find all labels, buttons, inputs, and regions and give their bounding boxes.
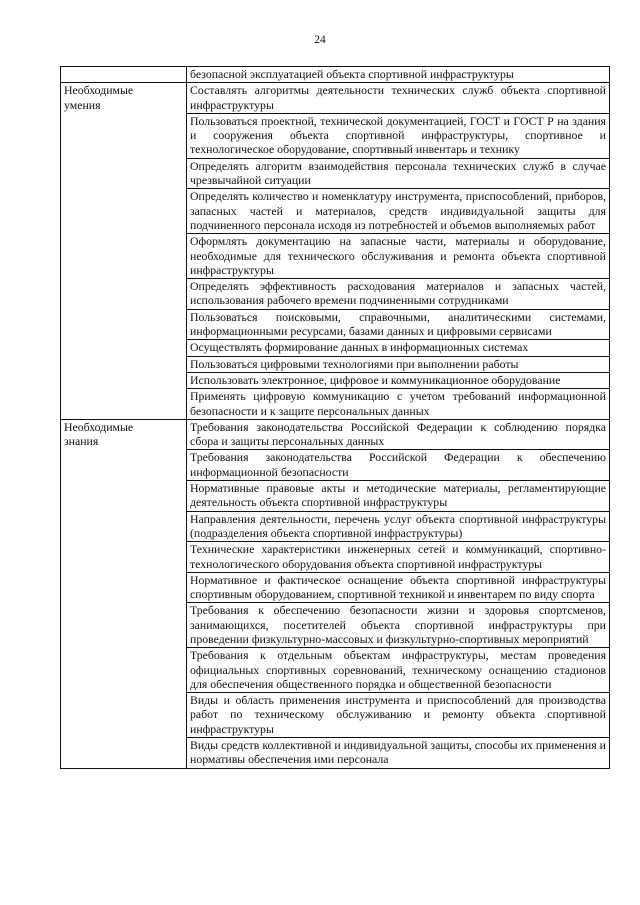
table-row — [61, 419, 610, 450]
requirement-item: Пользоваться цифровыми технологиями при выполнении работы — [187, 356, 610, 372]
requirement-item: Направления деятельности, перечень услуг объекта спортивной инфраструктуры (подразделения объекта спортивной инфраструктуры) — [187, 511, 610, 542]
section-label: Необходимые знания — [64, 419, 134, 449]
requirement-item: Требования законодательства Российской Федерации к обеспечению информационной безопасности — [187, 450, 610, 481]
requirement-item: Определять эффективность расходования материалов и запасных частей, использования рабочего времени подчиненными сотрудниками — [187, 279, 610, 310]
requirement-item: Виды и область применения инструмента и приспособлений для производства работ по техническому обслуживанию и ремонту объекта спортивной инфраструктуры — [187, 693, 610, 738]
table-row — [61, 67, 610, 83]
row-text-cell: безопасной эксплуатацией объекта спортивной инфраструктуры — [187, 67, 610, 83]
requirement-item: Нормативное и фактическое оснащение объекта спортивной инфраструктуры спортивным оборудованием, спортивной техникой и инвентарем по виду спорта — [187, 572, 610, 603]
row-label-cell — [61, 67, 187, 83]
requirement-item: Пользоваться проектной, технической документацией, ГОСТ и ГОСТ Р на здания и сооружения объекта спортивной инфраструктуры, спортивное и технологическое оборудование, спортивный инвентарь и технику — [187, 113, 610, 158]
requirement-item: Требования к отдельным объектам инфраструктуры, местам проведения официальных спортивных соревнований, техническому оснащению стадионов для обеспечения общественного порядка и общественной безопасности — [187, 648, 610, 693]
requirements-table — [60, 66, 610, 769]
section-label-cell — [61, 419, 187, 768]
requirement-item: Применять цифровую коммуникацию с учетом требований информационной безопасности и к защите персональных данных — [187, 389, 610, 420]
requirement-item: Осуществлять формирование данных в информационных системах — [187, 340, 610, 356]
section-label-cell — [61, 83, 187, 420]
requirement-item: Составлять алгоритмы деятельности технических служб объекта спортивной инфраструктуры — [187, 83, 610, 114]
requirement-item: Использовать электронное, цифровое и коммуникационное оборудование — [187, 372, 610, 388]
section-label: Необходимые умения — [64, 83, 134, 112]
requirement-item: Виды средств коллективной и индивидуальной защиты, способы их применения и нормативы обеспечения ими персонала — [187, 738, 610, 769]
requirement-item: Оформлять документацию на запасные части, материалы и оборудование, необходимые для технического обслуживания и ремонта объекта спортивной инфраструктуры — [187, 234, 610, 279]
requirement-item: Определять количество и номенклатуру инструмента, приспособлений, приборов, запасных частей и материалов, средств индивидуальной защиты для подчиненного персонала исходя из потребностей и объемов выполняемых работ — [187, 189, 610, 234]
requirement-item: Технические характеристики инженерных сетей и коммуникаций, спортивно-технологического оборудования объекта спортивной инфраструктуры — [187, 542, 610, 573]
requirement-item: Нормативные правовые акты и методические материалы, регламентирующие деятельность объекта спортивной инфраструктуры — [187, 481, 610, 512]
requirement-item: Требования законодательства Российской Федерации к соблюдению порядка сбора и защиты персональных данных — [187, 419, 610, 450]
requirement-item: Пользоваться поисковыми, справочными, аналитическими системами, информационными ресурсами, базами данных и цифровыми сервисами — [187, 309, 610, 340]
table-row — [61, 83, 610, 114]
requirement-item: Требования к обеспечению безопасности жизни и здоровья спортсменов, занимающихся, посетителей объекта спортивной инфраструктуры при проведении физкультурно-массовых и физкультурно-спортивных мероприятий — [187, 603, 610, 648]
table-body — [61, 67, 610, 769]
requirement-item: Определять алгоритм взаимодействия персонала технических служб в случае чрезвычайной ситуации — [187, 158, 610, 189]
page-number: 24 — [314, 34, 326, 46]
